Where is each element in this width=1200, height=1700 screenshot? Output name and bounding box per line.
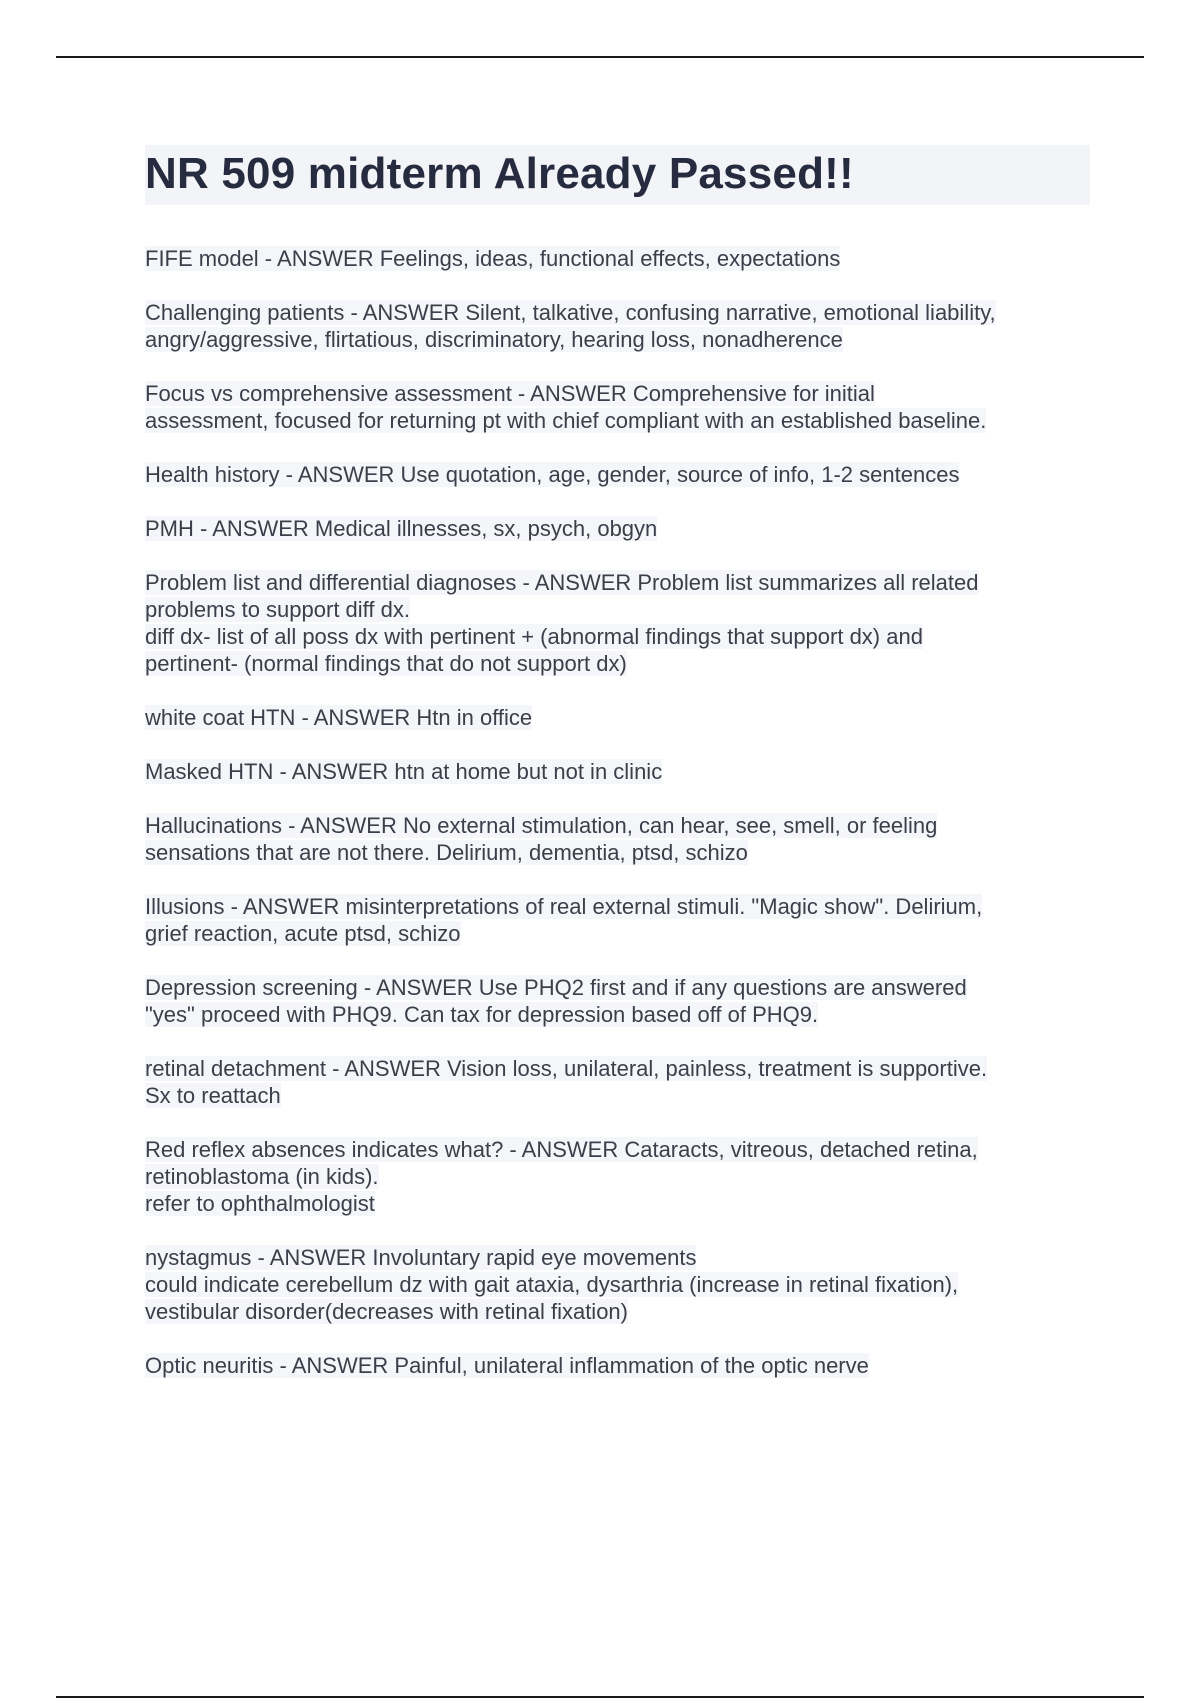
document-body bbox=[145, 145, 1090, 1406]
qa-item bbox=[145, 245, 1090, 272]
qa-item bbox=[145, 515, 1090, 542]
qa-line bbox=[145, 704, 1090, 731]
qa-line-text: grief reaction, acute ptsd, schizo bbox=[145, 921, 461, 946]
qa-line-text: Challenging patients - ANSWER Silent, talkative, confusing narrative, emotional liability, bbox=[145, 300, 996, 325]
bottom-rule bbox=[56, 1696, 1144, 1698]
qa-line-text: Health history - ANSWER Use quotation, age, gender, source of info, 1-2 sentences bbox=[145, 462, 960, 487]
qa-line bbox=[145, 326, 1090, 353]
qa-line bbox=[145, 1298, 1090, 1325]
qa-line-text: diff dx- list of all poss dx with pertinent + (abnormal findings that support dx) and bbox=[145, 624, 923, 649]
qa-item bbox=[145, 1136, 1090, 1217]
qa-line-text: Masked HTN - ANSWER htn at home but not in clinic bbox=[145, 759, 663, 784]
qa-line bbox=[145, 893, 1090, 920]
qa-item bbox=[145, 704, 1090, 731]
qa-line bbox=[145, 839, 1090, 866]
qa-line-text: Sx to reattach bbox=[145, 1083, 281, 1108]
qa-item bbox=[145, 380, 1090, 434]
qa-item bbox=[145, 812, 1090, 866]
qa-list bbox=[145, 245, 1090, 1379]
qa-line bbox=[145, 1001, 1090, 1028]
qa-line bbox=[145, 245, 1090, 272]
qa-line bbox=[145, 380, 1090, 407]
qa-line bbox=[145, 515, 1090, 542]
qa-line bbox=[145, 1136, 1090, 1163]
qa-line-text: retinoblastoma (in kids). bbox=[145, 1164, 379, 1189]
qa-line bbox=[145, 758, 1090, 785]
qa-item bbox=[145, 299, 1090, 353]
qa-line bbox=[145, 569, 1090, 596]
qa-line-text: pertinent- (normal findings that do not support dx) bbox=[145, 651, 627, 676]
title-block bbox=[145, 145, 1090, 205]
qa-line-text: angry/aggressive, flirtatious, discriminatory, hearing loss, nonadherence bbox=[145, 327, 843, 352]
qa-line bbox=[145, 1244, 1090, 1271]
qa-line bbox=[145, 1163, 1090, 1190]
page-title: NR 509 midterm Already Passed!! bbox=[145, 149, 854, 198]
qa-line-text: refer to ophthalmologist bbox=[145, 1191, 375, 1216]
qa-item bbox=[145, 569, 1090, 677]
qa-line-text: Problem list and differential diagnoses - ANSWER Problem list summarizes all related bbox=[145, 570, 979, 595]
qa-line-text: Illusions - ANSWER misinterpretations of real external stimuli. "Magic show". Delirium, bbox=[145, 894, 983, 919]
qa-line-text: Red reflex absences indicates what? - ANSWER Cataracts, vitreous, detached retina, bbox=[145, 1137, 978, 1162]
qa-line-text: assessment, focused for returning pt with chief compliant with an established baseline. bbox=[145, 408, 987, 433]
qa-item bbox=[145, 893, 1090, 947]
qa-line bbox=[145, 920, 1090, 947]
qa-line-text: vestibular disorder(decreases with retinal fixation) bbox=[145, 1299, 628, 1324]
qa-line-text: Hallucinations - ANSWER No external stimulation, can hear, see, smell, or feeling bbox=[145, 813, 938, 838]
qa-item bbox=[145, 1352, 1090, 1379]
qa-line-text: Focus vs comprehensive assessment - ANSWER Comprehensive for initial bbox=[145, 381, 875, 406]
qa-line bbox=[145, 1055, 1090, 1082]
qa-line-text: "yes" proceed with PHQ9. Can tax for depression based off of PHQ9. bbox=[145, 1002, 819, 1027]
qa-line-text: nystagmus - ANSWER Involuntary rapid eye movements bbox=[145, 1245, 697, 1270]
qa-item bbox=[145, 461, 1090, 488]
qa-line-text: white coat HTN - ANSWER Htn in office bbox=[145, 705, 533, 730]
qa-item bbox=[145, 1055, 1090, 1109]
qa-item bbox=[145, 758, 1090, 785]
qa-line-text: FIFE model - ANSWER Feelings, ideas, functional effects, expectations bbox=[145, 246, 841, 271]
qa-line-text: PMH - ANSWER Medical illnesses, sx, psych, obgyn bbox=[145, 516, 658, 541]
qa-line-text: problems to support diff dx. bbox=[145, 597, 410, 622]
qa-line bbox=[145, 974, 1090, 1001]
qa-line bbox=[145, 1190, 1090, 1217]
qa-line bbox=[145, 1082, 1090, 1109]
top-rule bbox=[56, 56, 1144, 58]
qa-line bbox=[145, 623, 1090, 650]
qa-line-text: Optic neuritis - ANSWER Painful, unilateral inflammation of the optic nerve bbox=[145, 1353, 869, 1378]
qa-line bbox=[145, 812, 1090, 839]
qa-item bbox=[145, 1244, 1090, 1325]
qa-line bbox=[145, 650, 1090, 677]
qa-line bbox=[145, 299, 1090, 326]
qa-line bbox=[145, 461, 1090, 488]
qa-line-text: sensations that are not there. Delirium, dementia, ptsd, schizo bbox=[145, 840, 748, 865]
qa-line-text: could indicate cerebellum dz with gait ataxia, dysarthria (increase in retinal fixation), bbox=[145, 1272, 959, 1297]
qa-line bbox=[145, 1271, 1090, 1298]
qa-line-text: retinal detachment - ANSWER Vision loss, unilateral, painless, treatment is supportive. bbox=[145, 1056, 988, 1081]
qa-item bbox=[145, 974, 1090, 1028]
qa-line bbox=[145, 407, 1090, 434]
qa-line bbox=[145, 1352, 1090, 1379]
qa-line bbox=[145, 596, 1090, 623]
qa-line-text: Depression screening - ANSWER Use PHQ2 first and if any questions are answered bbox=[145, 975, 967, 1000]
